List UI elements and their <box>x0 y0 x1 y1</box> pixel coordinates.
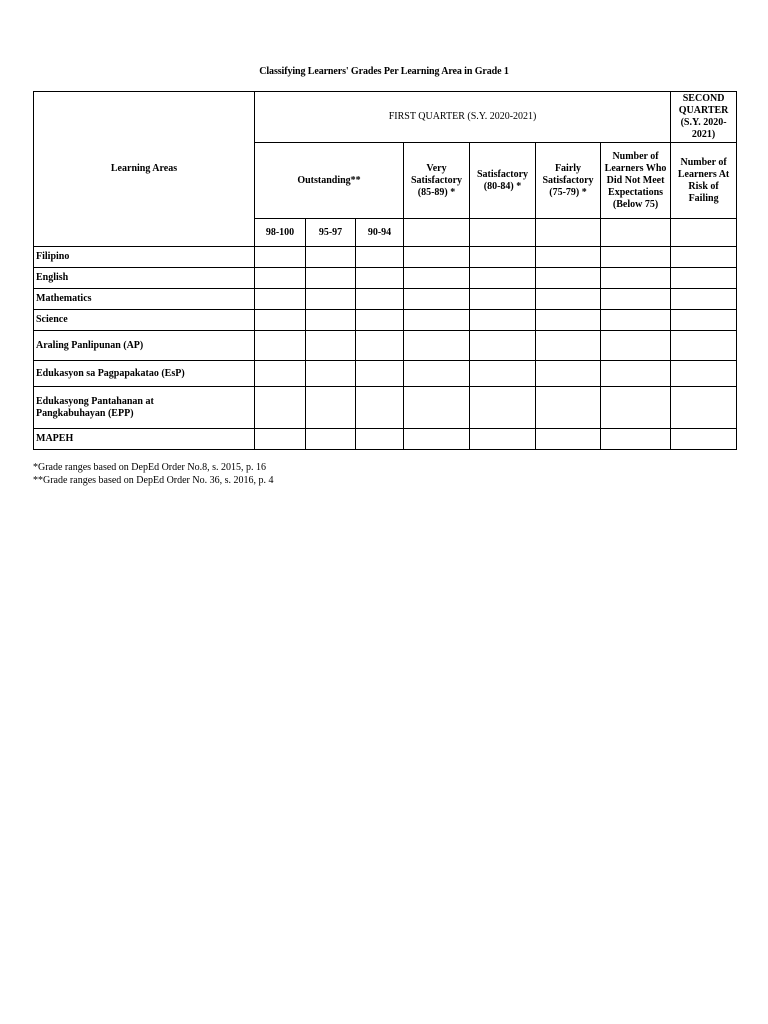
empty-cell <box>671 219 737 247</box>
empty-cell <box>601 219 671 247</box>
grades-table <box>33 91 737 450</box>
learning-area-label: Edukasyong Pantahanan at Pangkabuhayan (EPP) <box>34 387 255 429</box>
learning-area-label: Filipino <box>34 247 255 268</box>
learning-area-label: MAPEH <box>34 429 255 450</box>
very-satisfactory-header: Very Satisfactory (85-89) * <box>404 143 470 219</box>
empty-cell <box>536 219 601 247</box>
empty-cell <box>470 219 536 247</box>
at-risk-header: Number of Learners At Risk of Failing <box>671 143 737 219</box>
footnote-single-asterisk: *Grade ranges based on DepEd Order No.8, s. 2015, p. 16 <box>33 462 266 473</box>
first-quarter-header: FIRST QUARTER (S.Y. 2020-2021) <box>255 92 671 143</box>
learning-area-label: Araling Panlipunan (AP) <box>34 331 255 361</box>
header-row-1 <box>34 92 737 143</box>
learning-area-label: Science <box>34 310 255 331</box>
outstanding-header: Outstanding** <box>255 143 404 219</box>
table-row <box>34 429 737 450</box>
table-row <box>34 331 737 361</box>
table-row <box>34 387 737 429</box>
document-title: Classifying Learners' Grades Per Learning Area in Grade 1 <box>259 66 509 77</box>
learning-area-label: Edukasyon sa Pagpapakatao (EsP) <box>34 361 255 387</box>
table-row <box>34 289 737 310</box>
footnotes <box>33 461 274 487</box>
footnote-double-asterisk: **Grade ranges based on DepEd Order No. 36, s. 2016, p. 4 <box>33 475 274 486</box>
satisfactory-header: Satisfactory (80-84) * <box>470 143 536 219</box>
fairly-satisfactory-header: Fairly Satisfactory (75-79) * <box>536 143 601 219</box>
table-row <box>34 247 737 268</box>
second-quarter-header: SECOND QUARTER (S.Y. 2020-2021) <box>671 92 737 143</box>
learning-areas-header: Learning Areas <box>34 92 255 247</box>
table-row <box>34 268 737 289</box>
table-row <box>34 310 737 331</box>
range-95-97: 95-97 <box>306 219 356 247</box>
did-not-meet-header: Number of Learners Who Did Not Meet Expectations (Below 75) <box>601 143 671 219</box>
empty-cell <box>404 219 470 247</box>
range-90-94: 90-94 <box>356 219 404 247</box>
learning-area-label: Mathematics <box>34 289 255 310</box>
range-98-100: 98-100 <box>255 219 306 247</box>
table-row <box>34 361 737 387</box>
learning-area-label: English <box>34 268 255 289</box>
